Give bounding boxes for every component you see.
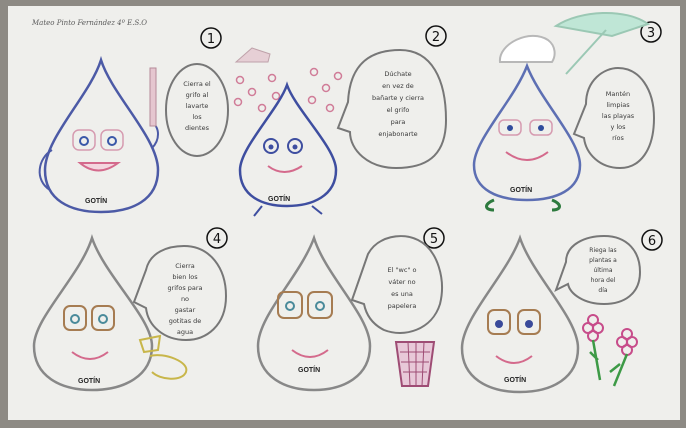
panel-number: 4	[212, 232, 222, 247]
panel-number: 3	[646, 26, 656, 41]
svg-text:ríos: ríos	[612, 134, 624, 142]
svg-text:grifo al: grifo al	[185, 91, 209, 99]
svg-text:bien los: bien los	[172, 273, 198, 281]
svg-text:plantas a: plantas a	[589, 257, 617, 264]
svg-text:y los: y los	[610, 123, 626, 131]
character-label: GOTÍN	[510, 187, 533, 194]
svg-text:es una: es una	[391, 290, 413, 298]
svg-text:lavarte: lavarte	[185, 102, 209, 110]
svg-text:para: para	[390, 118, 406, 126]
panel-number: 5	[429, 232, 439, 247]
svg-text:enjabonarte: enjabonarte	[378, 130, 418, 138]
character-label: GOTÍN	[268, 196, 291, 203]
panel-number: 2	[431, 30, 441, 45]
author-label: Mateo Pinto Fernández 4º E.S.O	[32, 19, 147, 27]
speech-text	[183, 80, 211, 132]
svg-text:Dúchate: Dúchate	[384, 70, 412, 78]
svg-text:gotitas de: gotitas de	[168, 317, 202, 325]
svg-text:las playas: las playas	[601, 112, 635, 120]
svg-text:en vez de: en vez de	[382, 82, 414, 90]
svg-text:los: los	[192, 113, 202, 121]
character-label: GOTÍN	[78, 378, 101, 385]
trash-bin-icon	[396, 342, 434, 386]
svg-text:el grifo: el grifo	[386, 106, 410, 114]
svg-text:Cierra: Cierra	[175, 262, 195, 270]
svg-text:dientes: dientes	[185, 124, 209, 132]
svg-text:no: no	[180, 295, 190, 303]
svg-text:agua: agua	[176, 328, 194, 336]
character-label: GOTÍN	[504, 377, 527, 384]
svg-text:gastar: gastar	[174, 306, 196, 314]
panel-number: 6	[647, 234, 657, 249]
svg-text:Mantén: Mantén	[605, 90, 631, 98]
svg-text:váter no: váter no	[388, 278, 416, 286]
svg-text:limpias: limpias	[606, 101, 630, 109]
character-label: GOTÍN	[298, 367, 321, 374]
svg-text:hora del: hora del	[590, 277, 616, 284]
svg-text:Riega las: Riega las	[589, 247, 617, 254]
svg-text:bañarte y cierra: bañarte y cierra	[371, 94, 425, 102]
toothbrush-icon	[150, 68, 156, 126]
svg-text:última: última	[593, 267, 613, 274]
svg-text:El "wc" o: El "wc" o	[387, 266, 417, 274]
svg-text:grifos para: grifos para	[167, 284, 203, 292]
panel-number: 1	[206, 32, 216, 47]
svg-text:día: día	[598, 287, 608, 294]
character-label: GOTÍN	[85, 198, 108, 205]
svg-text:papelera: papelera	[387, 302, 417, 310]
svg-text:Cierra el: Cierra el	[183, 80, 211, 88]
